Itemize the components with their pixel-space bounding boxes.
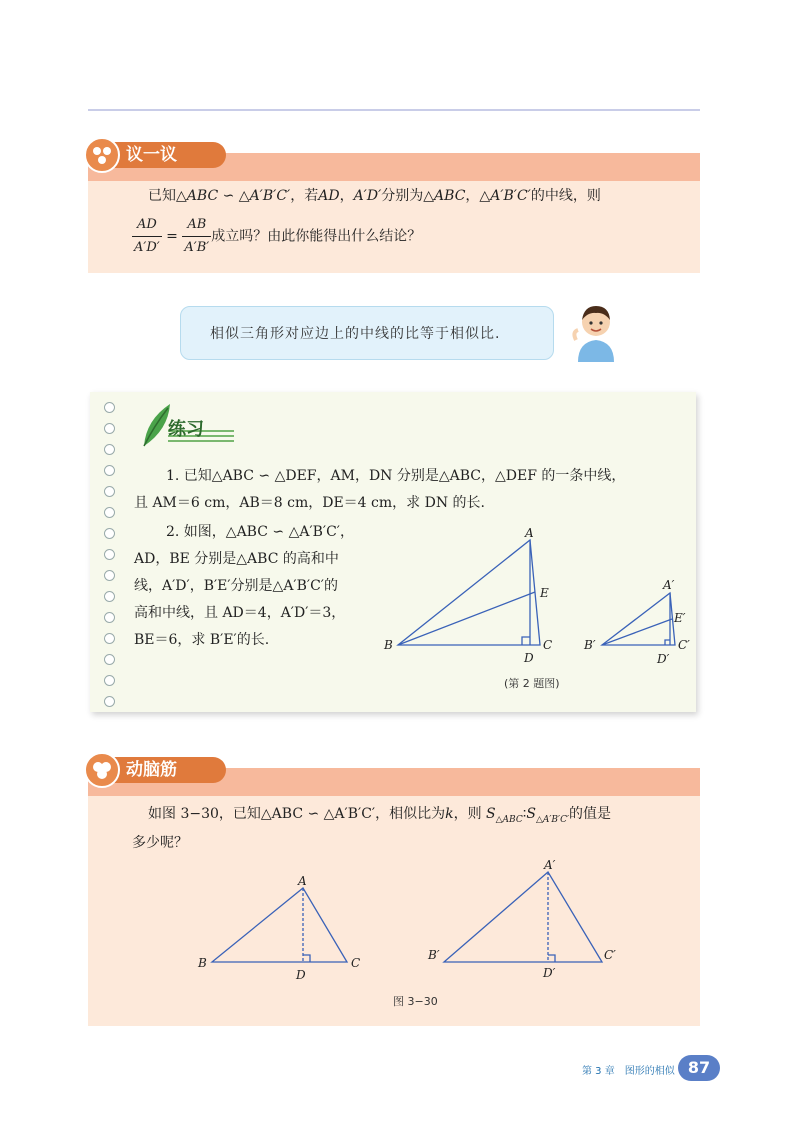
top-rule — [88, 109, 700, 111]
discuss-title: 议一议 — [126, 145, 177, 165]
practice-q1-line1: 1. 已知△ABC ∽ △DEF，AM，DN 分别是△ABC，△DEF 的一条中线， — [166, 468, 626, 484]
discuss-line-2 — [132, 214, 421, 259]
discuss-people-icon — [84, 137, 120, 173]
math: ABC — [434, 188, 466, 204]
right-angle-mark — [522, 637, 530, 645]
label-c: C — [351, 956, 361, 970]
chapter-label: 第 3 章 图形的相似 — [582, 1066, 675, 1077]
right-angle-mark — [548, 955, 555, 962]
text: 分别为△ — [381, 188, 435, 204]
text: ，△ — [465, 188, 491, 204]
numerator: AB — [182, 214, 211, 237]
think-figure-caption: 图 3−30 — [393, 995, 438, 1008]
ring-icon — [104, 423, 115, 434]
practice-q1-line2: 且 AM＝6 cm，AB＝8 cm，DE＝4 cm，求 DN 的长. — [134, 495, 485, 511]
triangle-a1b1c1 — [602, 593, 675, 645]
think-line-1 — [148, 803, 611, 831]
denominator: A′D′ — [134, 240, 160, 255]
text: 的中线，则 — [530, 188, 601, 204]
ring-icon — [104, 528, 115, 539]
ring-icon — [104, 507, 115, 518]
label-a-prime: A′ — [663, 578, 675, 592]
practice-figure — [380, 525, 700, 675]
label-b: B — [384, 638, 393, 652]
right-angle-mark — [665, 640, 670, 645]
large-triangle — [398, 540, 540, 645]
math-s: S — [526, 806, 536, 822]
label-d: D — [296, 968, 306, 982]
think-title: 动脑筋 — [126, 760, 177, 780]
ring-icon — [104, 675, 115, 686]
practice-q2 — [134, 519, 394, 654]
label-b: B — [198, 956, 207, 970]
ring-icon — [104, 402, 115, 413]
text: 如图 3−30，已知△ABC ∽ △A′B′C′，相似比为 — [148, 806, 446, 822]
median-b1e1 — [602, 619, 672, 645]
bubble-text: 相似三角形对应边上的中线的比等于相似比. — [210, 326, 501, 342]
text: ， — [339, 188, 354, 204]
think-brain-icon — [84, 752, 120, 788]
ring-icon — [104, 570, 115, 581]
label-e-prime: E′ — [674, 611, 686, 625]
discuss-line-1 — [148, 185, 688, 207]
ring-icon — [104, 444, 115, 455]
label-a: A — [298, 874, 307, 888]
subscript: △A′B′C′ — [535, 814, 570, 825]
label-b-prime: B′ — [428, 948, 440, 962]
math-k: k — [445, 806, 454, 822]
math: AD — [318, 188, 340, 204]
math: A′B′C′ — [249, 188, 291, 204]
triangle-abc — [212, 888, 347, 962]
small-triangle — [602, 593, 675, 645]
text: ∽ △ — [218, 188, 250, 204]
label-a-prime: A′ — [544, 858, 556, 872]
label-e: E — [540, 586, 549, 600]
ring-icon — [104, 591, 115, 602]
ring-icon — [104, 654, 115, 665]
numerator: AD — [132, 214, 162, 237]
q2-line: 线，A′D′，B′E′分别是△A′B′C′的 — [134, 578, 338, 594]
ring-icon — [104, 696, 115, 707]
math-s: S — [486, 806, 496, 822]
fraction-ad — [132, 214, 162, 259]
label-b-prime: B′ — [584, 638, 596, 652]
label-d-prime: D′ — [657, 652, 670, 666]
ring-icon — [104, 633, 115, 644]
student-avatar-icon — [572, 300, 620, 362]
median-be — [398, 592, 535, 645]
equals-sign: = — [166, 228, 178, 245]
q2-line: BE＝6，求 B′E′的长. — [134, 632, 270, 648]
label-a: A — [525, 526, 534, 540]
right-angle-mark — [303, 955, 310, 962]
triangle-a1b1c1-figure — [444, 872, 602, 962]
think-line-2: 多少呢？ — [132, 835, 188, 851]
ring-icon — [104, 465, 115, 476]
subscript: △ABC — [495, 814, 523, 825]
triangle-abc — [398, 540, 540, 645]
notebook-rings — [104, 402, 116, 702]
denominator: A′B′ — [184, 240, 210, 255]
ring-icon — [104, 612, 115, 623]
q2-line: AD，BE 分别是△ABC 的高和中 — [134, 551, 339, 567]
ring-icon — [104, 549, 115, 560]
page-number: 87 — [678, 1055, 720, 1081]
fraction-ab — [182, 214, 211, 259]
label-c-prime: C′ — [678, 638, 690, 652]
math: A′B′C′ — [490, 188, 531, 204]
text: ，则 — [453, 806, 487, 822]
text: 的值是 — [569, 806, 612, 822]
math: ABC — [186, 188, 219, 204]
triangle-abc-figure — [212, 888, 347, 962]
practice-title: 练习 — [168, 419, 204, 440]
text: 成立吗？由此你能得出什么结论？ — [211, 228, 422, 245]
text: ∶ — [522, 806, 527, 822]
label-d: D — [524, 651, 534, 665]
label-d-prime: D′ — [543, 966, 556, 980]
practice-figure-caption: (第 2 题图) — [504, 677, 560, 690]
math: A′D′ — [353, 188, 382, 204]
think-figure — [190, 855, 650, 990]
text: 已知△ — [148, 188, 187, 204]
text: ，若 — [290, 188, 319, 204]
label-c-prime: C′ — [604, 948, 616, 962]
label-c: C — [543, 638, 553, 652]
q2-line: 2. 如图，△ABC ∽ △A′B′C′， — [166, 524, 354, 540]
q2-line: 高和中线，且 AD＝4，A′D′＝3， — [134, 605, 346, 621]
triangle-a1b1c1 — [444, 872, 602, 962]
ring-icon — [104, 486, 115, 497]
